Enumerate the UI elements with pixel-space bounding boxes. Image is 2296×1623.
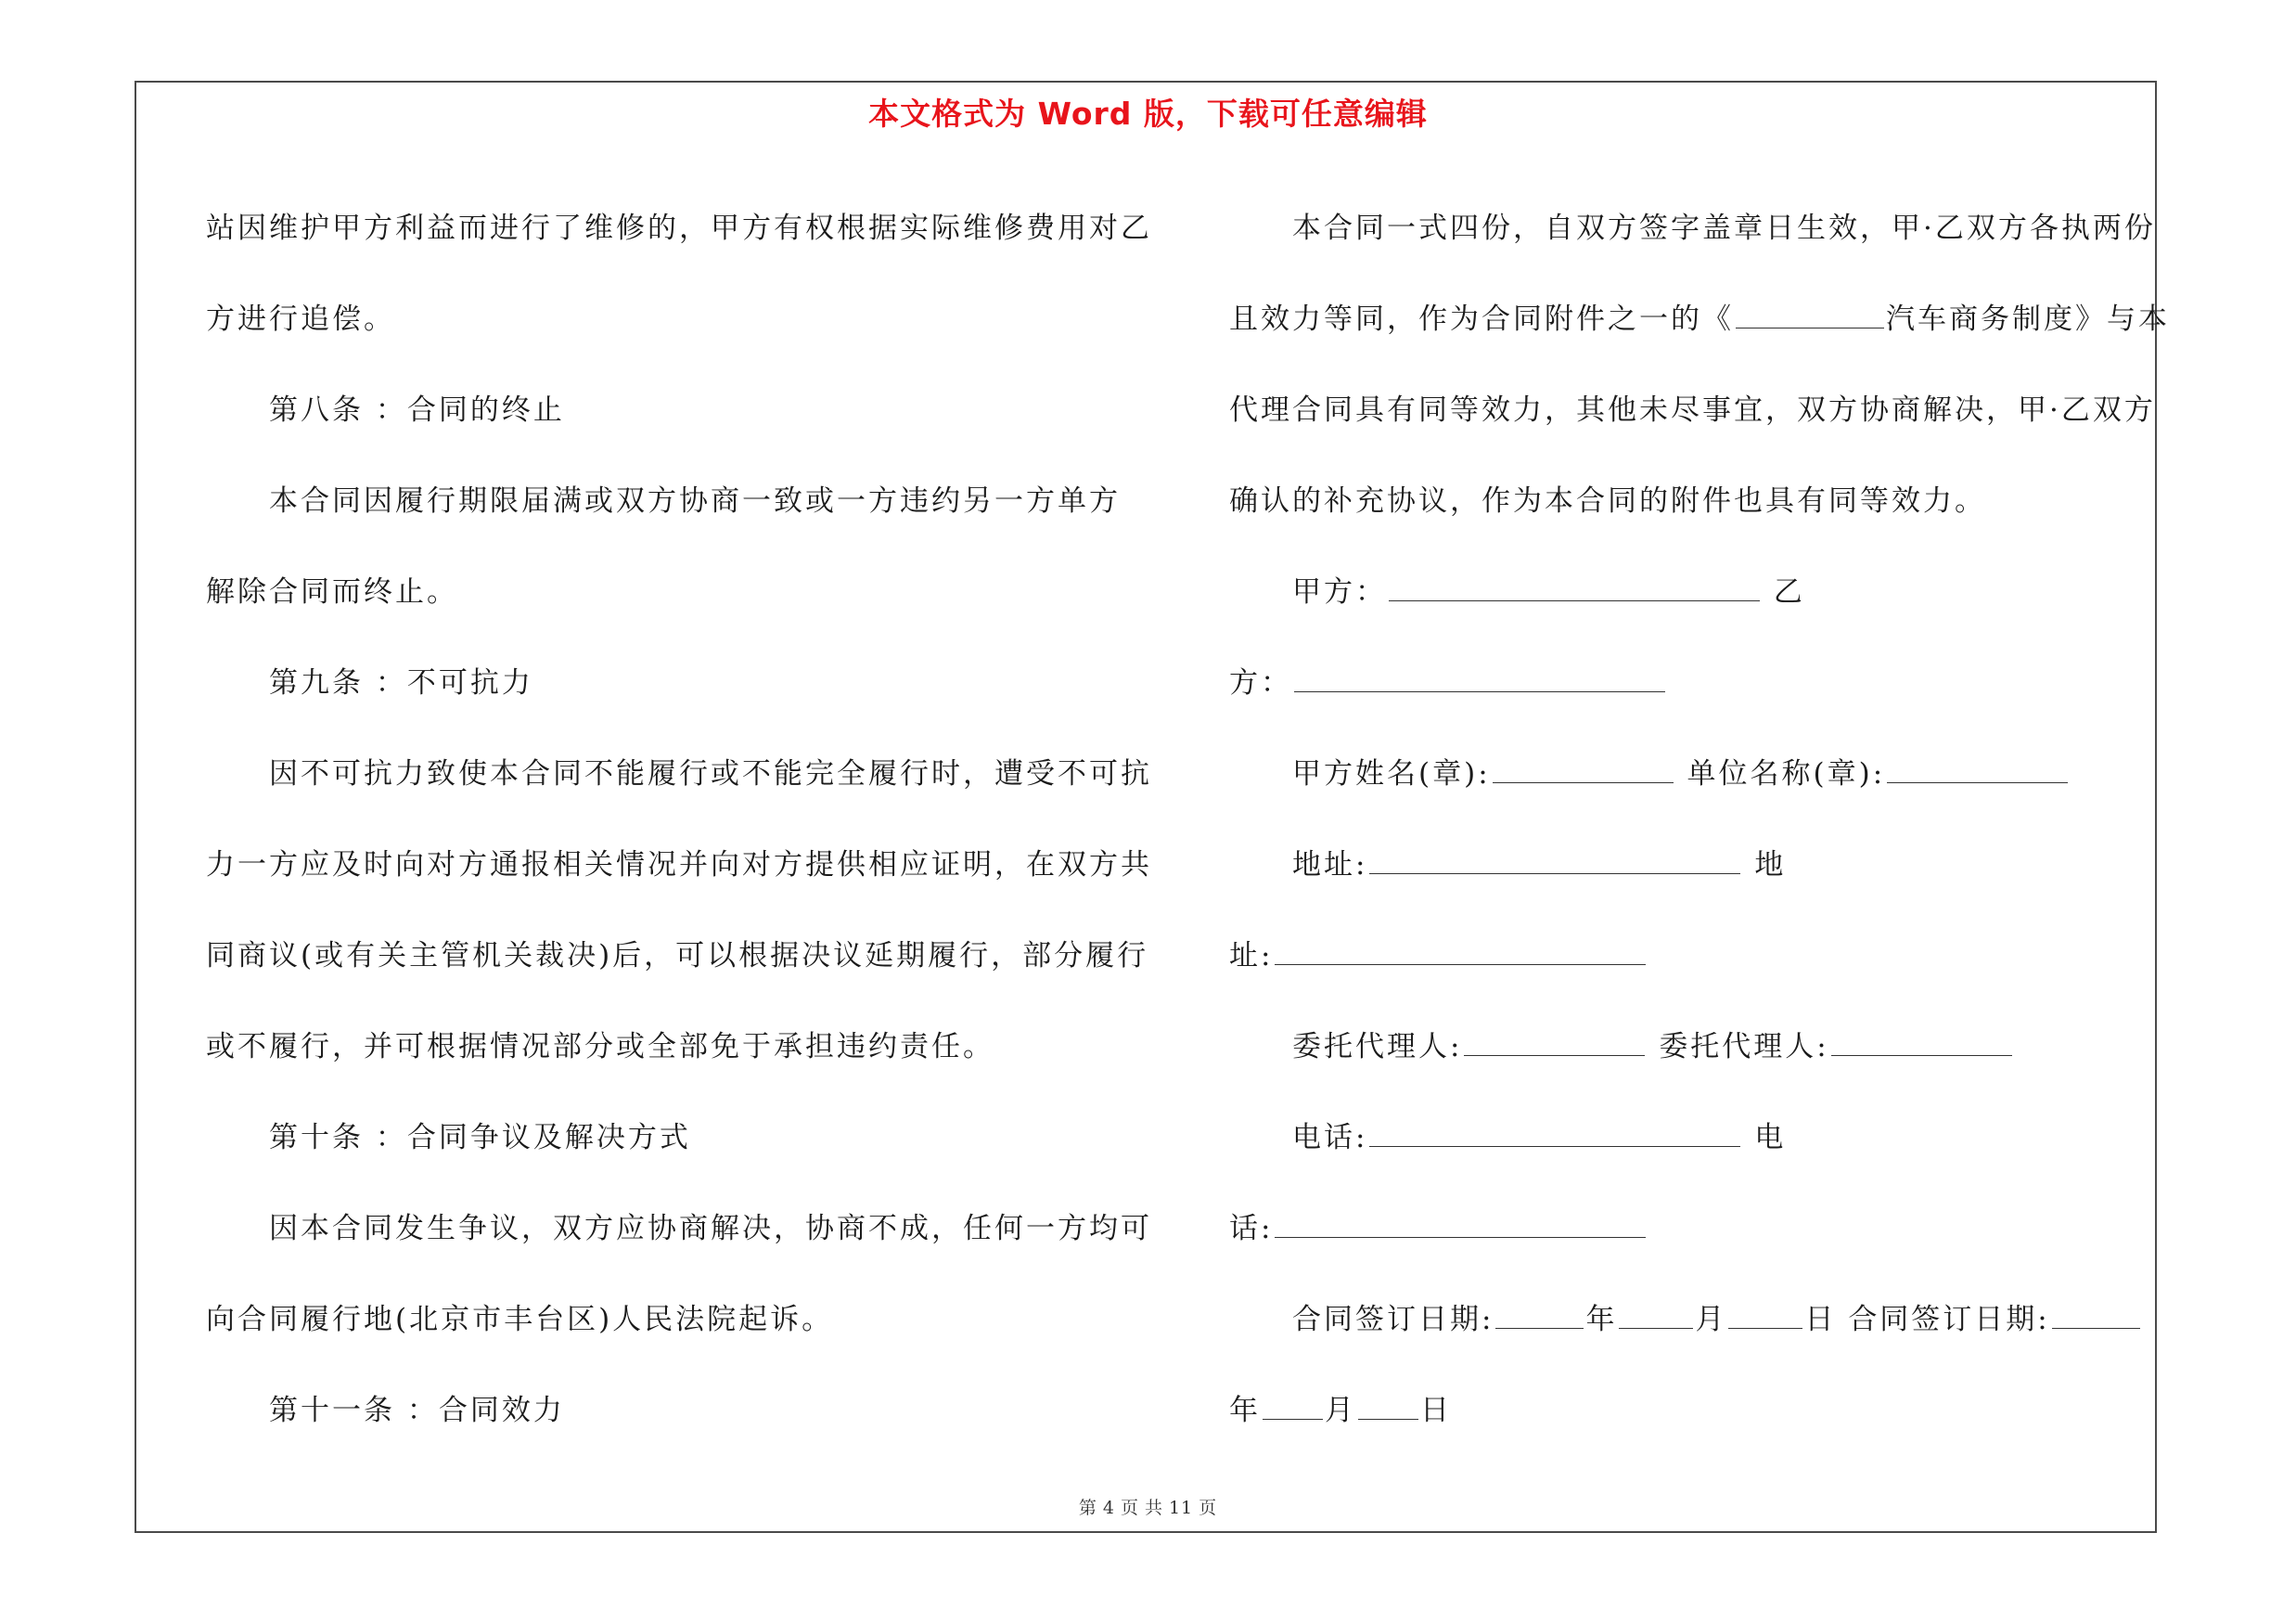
article-11-heading: 第十一条 ：合同效力 [269, 1394, 565, 1427]
left-column [206, 183, 1152, 1456]
text-line: 方进行追偿。 [206, 303, 395, 336]
text-line: 同商议(或有关主管机关裁决)后，可以根据决议延期履行，部分履行 [206, 939, 1149, 973]
page-footer [0, 1494, 2296, 1519]
day-b-blank [1358, 1391, 1418, 1420]
agent-b-blank [1831, 1027, 2012, 1056]
address-b-label-part2: 址: [1229, 939, 1274, 973]
text-line: 因不可抗力致使本合同不能履行或不能完全履行时，遭受不可抗 [269, 757, 1152, 791]
party-a-label: 甲方： [1292, 575, 1387, 609]
text-segment: 且效力等同，作为合同附件之一的《 [1229, 303, 1734, 336]
footer-page-unit: 页 [1120, 1498, 1139, 1518]
text-line [1229, 274, 2170, 365]
unit-name-blank [1887, 754, 2068, 783]
blank-field [1736, 300, 1884, 328]
text-line: 因本合同发生争议，双方应协商解决，协商不成，任何一方均可 [269, 1212, 1152, 1245]
footer-total-unit: 页 [1199, 1498, 1218, 1518]
date-b-label: 合同签订日期: [1848, 1303, 2050, 1336]
day-a-blank [1728, 1300, 1802, 1329]
party-b-line [1229, 638, 2148, 728]
phone-line [1229, 1092, 2148, 1183]
article-9-heading: 第九条 ：不可抗力 [269, 666, 533, 700]
year-label: 年 [1585, 1303, 1618, 1336]
year-label: 年 [1229, 1394, 1261, 1427]
footer-total-prefix: 共 [1144, 1498, 1163, 1518]
footer-prefix: 第 [1078, 1498, 1097, 1518]
article-8-heading: 第八条 ：合同的终止 [269, 393, 565, 427]
party-b-blank [1294, 663, 1665, 692]
address-b-label-part1: 地 [1754, 848, 1787, 882]
phone-b-label-part1: 电 [1754, 1121, 1787, 1154]
name-a-blank [1493, 754, 1674, 783]
name-line [1229, 728, 2148, 819]
text-line: 力一方应及时向对方通报相关情况并向对方提供相应证明，在双方共 [206, 848, 1152, 882]
phone-b-label-part2: 话: [1229, 1212, 1274, 1245]
agent-a-label: 委托代理人: [1292, 1030, 1463, 1063]
agent-a-blank [1464, 1027, 1645, 1056]
party-b-label-part2: 方： [1229, 666, 1292, 700]
unit-name-label: 单位名称(章): [1687, 757, 1886, 791]
current-page-number: 4 [1102, 1498, 1115, 1518]
day-label: 日 [1420, 1394, 1452, 1427]
total-pages-number: 11 [1168, 1498, 1194, 1518]
address-a-blank [1369, 845, 1740, 874]
text-line: 本合同一式四份，自双方签字盖章日生效，甲·乙双方各执两份 [1292, 212, 2156, 245]
name-a-label: 甲方姓名(章): [1292, 757, 1491, 791]
month-b-blank [1263, 1391, 1323, 1420]
date-line [1229, 1274, 2148, 1365]
month-label: 月 [1325, 1394, 1356, 1427]
text-line: 或不履行，并可根据情况部分或全部免于承担违约责任。 [206, 1030, 994, 1063]
phone-a-blank [1369, 1118, 1740, 1147]
right-column [1229, 183, 2170, 1456]
phone-a-label: 电话: [1292, 1121, 1368, 1154]
address-line [1229, 819, 2148, 910]
year-b-blank [2052, 1300, 2140, 1329]
word-format-banner: 本文格式为 Word 版，下载可任意编辑 [868, 96, 1428, 132]
text-line: 向合同履行地(北京市丰台区)人民法院起诉。 [206, 1303, 834, 1336]
month-label: 月 [1695, 1303, 1727, 1336]
text-line: 确认的补充协议，作为本合同的附件也具有同等效力。 [1229, 484, 1986, 518]
phone-b-line [1229, 1183, 2148, 1274]
address-a-label: 地址: [1292, 848, 1368, 882]
date-b-line [1229, 1365, 2148, 1456]
agent-b-label: 委托代理人: [1659, 1030, 1829, 1063]
text-line: 本合同因履行期限届满或双方协商一致或一方违约另一方单方 [269, 484, 1121, 518]
phone-b-blank [1275, 1209, 1646, 1238]
text-line: 解除合同而终止。 [206, 575, 458, 609]
address-b-blank [1275, 936, 1646, 965]
day-label: 日 [1804, 1303, 1837, 1336]
article-10-heading: 第十条 ：合同争议及解决方式 [269, 1121, 691, 1154]
party-b-label-part1: 乙 [1773, 575, 1805, 609]
text-line: 代理合同具有同等效力，其他未尽事宜，双方协商解决，甲·乙双方 [1229, 393, 2156, 427]
year-a-blank [1495, 1300, 1584, 1329]
month-a-blank [1619, 1300, 1693, 1329]
party-a-blank [1389, 573, 1760, 601]
address-b-line [1229, 910, 2148, 1001]
text-segment: 汽车商务制度》与本 [1886, 303, 2170, 336]
agent-line [1229, 1001, 2148, 1092]
text-line: 站因维护甲方利益而进行了维修的，甲方有权根据实际维修费用对乙 [206, 212, 1152, 245]
date-a-label: 合同签订日期: [1292, 1303, 1494, 1336]
party-line [1229, 547, 2148, 638]
